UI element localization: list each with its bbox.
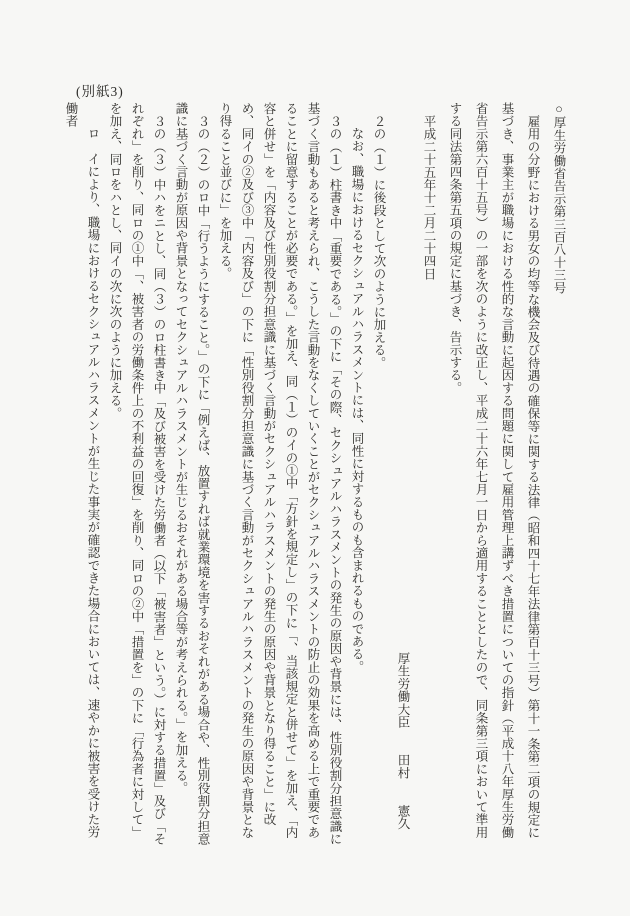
vertical-text-area	[60, 102, 572, 847]
amendment-paragraph: なお、職場におけるセクシュアルハラスメントには、同性に対するものも含まれるものである。	[350, 127, 364, 674]
amendment-paragraph: ３の（３）中ハをニとし、同（３）のロ柱書き中「及び被害を受けた労働者（以下「被害者」という。）に対する措置」及び「それぞれ」を削り、同ロの①中「、被害者の労働条件上の不利益の回復」を削り、同ロの②中「措置を」の下に「行為者に対して」を加え、同ロをハとし、同イの次に次のように加える。	[108, 102, 166, 845]
notice-date: 平成二十五年十二月二十四日	[422, 114, 436, 280]
notice-preamble	[390, 102, 572, 847]
amendment-paragraph: ロ イにより、職場におけるセクシュアルハラスメントが生じた事実が確認できた場合においては、速やかに被害を受けた労働者	[64, 102, 100, 839]
amendment-paragraph: ３の（１）柱書き中「重要である。」の下に「その際、セクシュアルハラスメントの発生の原因や背景には、性別役割分担意識に基づく言動もあると考えられ、こうした言動をなくしていくことがセクシュアルハラスメントの防止の効果を高める上で重要であることに留意することが必要である。」を加え、同（１）のイの①中「方針を規定し」の下に「、当該規定と併せて」を加え、「内容と併せ」を「内容及び性別役割分担意識に基づく言動がセクシュアルハラスメントの発生の原因や背景となり得ること」に改め、同イの②及び③中「内容及び」の下に「性別役割分担意識に基づく言動がセクシュアルハラスメントの発生の原因や背景となり得ること並びに」を加える。	[218, 102, 342, 845]
attachment-label: (別紙3)	[76, 84, 124, 99]
amendment-paragraph: ３の（２）のロ中「行うようにすること。」の下に「例えば、放置すれば就業環境を害するおそれがある場合や、性別役割分担意識に基づく言動が原因や背景となってセクシュアルハラスメントが生じるおそれがある場合等が考えられる。」を加える。	[174, 102, 210, 845]
notice-title: ○厚生労働省告示第三百八十三号	[552, 102, 566, 294]
minister-signature: 厚生労働大臣 田村 憲久	[396, 652, 410, 830]
amendment-paragraph: ２の（１）に後段として次のように加える。	[372, 114, 386, 369]
amendments-section	[60, 102, 390, 847]
notice-body: 雇用の分野における男女の均等な機会及び待遇の確保等に関する法律（昭和四十七年法律第百十三号）第十一条第二項の規定に基づき、事業主が職場における性的な言動に起因する問題に関して雇用管理上講ずべき措置についての指針（平成十八年厚生労働省告示第六百十五号）の一部を次のように改正し、平成二十六年七月一日から適用することとしたので、同条第三項において準用する同法第四条第五項の規定に基づき、告示する。	[448, 102, 540, 839]
